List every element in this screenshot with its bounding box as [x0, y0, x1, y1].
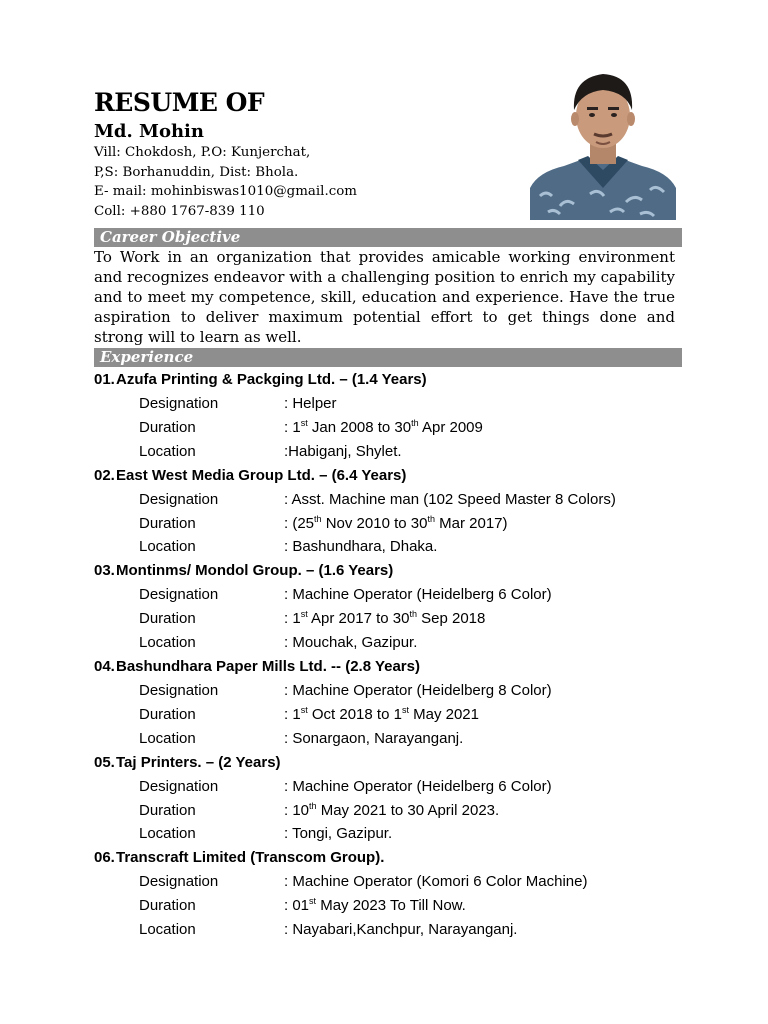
job-company: East West Media Group Ltd. – (6.4 Years) [116, 466, 407, 484]
duration-part: May 2023 To Till Now. [316, 897, 466, 915]
job-designation-value [284, 775, 552, 799]
job-duration-value [284, 512, 508, 536]
job-duration-label: Duration [139, 705, 196, 723]
duration-part: Oct 2018 to 1 [307, 705, 402, 723]
job-location-row [94, 535, 694, 559]
job-title [94, 368, 694, 392]
job-location-row [94, 822, 694, 846]
job-title [94, 846, 694, 870]
duration-suffix: st [309, 896, 317, 907]
duration-part: May 2021 to 30 April 2023. [316, 801, 500, 819]
duration-part: May 2021 [408, 705, 479, 723]
job-company: Azufa Printing & Packging Ltd. – (1.4 Years) [116, 371, 427, 388]
job-designation-value [284, 392, 337, 416]
job-location-label: Location [139, 442, 196, 460]
duration-part: : 1 [284, 705, 301, 723]
job-title [94, 655, 694, 679]
job-number: 03. [94, 562, 115, 580]
duration-suffix: th [427, 513, 435, 524]
email-line: E- mail: mohinbiswas1010@gmail.com [94, 184, 357, 199]
job-duration-row [94, 607, 694, 631]
job-number: 04. [94, 658, 115, 676]
designation-text: : Machine Operator (Komori 6 Color Machine) [284, 873, 588, 891]
job-location-value [284, 727, 463, 751]
duration-suffix: th [409, 609, 417, 620]
job-designation-row [94, 392, 694, 416]
job-duration-value [284, 703, 479, 727]
duration-part: : 1 [284, 418, 301, 436]
duration-part: Mar 2017) [434, 514, 508, 532]
designation-text: : Helper [284, 395, 337, 412]
profile-photo [530, 66, 676, 220]
person-name: Md. Mohin [94, 121, 204, 142]
phone-line: Coll: +880 1767-839 110 [94, 203, 265, 219]
job-designation-row [94, 775, 694, 799]
job-location-row [94, 440, 694, 464]
duration-part: Sep 2018 [416, 610, 486, 628]
location-text: : Bashundhara, Dhaka. [284, 538, 438, 556]
job-location-row [94, 727, 694, 751]
location-text: : Nayabari,Kanchpur, Narayanganj. [284, 921, 518, 939]
job-location-value [284, 535, 437, 559]
job-location-value [284, 631, 417, 655]
job-location-label: Location [139, 538, 196, 556]
job-duration-row [94, 703, 694, 727]
job-company: Bashundhara Paper Mills Ltd. -- (2.8 Years) [116, 658, 420, 676]
job-location-label: Location [139, 729, 196, 747]
job-designation-value [284, 870, 587, 894]
job-duration-value [284, 894, 466, 918]
career-objective-text: To Work in an organization that provides amicable working environment and recognizes endeavor with a challenging position to enrich my capability and to meet my competence, skill, education and experience. Have the true aspiration to deliver maximum potential effort to get things done and strong will to learn as well. [94, 248, 675, 346]
duration-suffix: th [411, 417, 419, 428]
job-designation-value [284, 679, 552, 703]
duration-suffix: st [300, 704, 308, 715]
location-text: : Tongi, Gazipur. [284, 825, 393, 843]
job-company: Taj Printers. – (2 Years) [116, 753, 281, 771]
job-duration-value [284, 607, 485, 631]
duration-part: Nov 2010 to 30 [321, 514, 428, 532]
job-number: 06. [94, 849, 115, 867]
job-location-row [94, 918, 694, 942]
job-location-label: Location [139, 634, 196, 652]
duration-part: : 01 [284, 897, 310, 915]
duration-part: Apr 2017 to 30 [307, 610, 410, 628]
designation-text: : Asst. Machine man (102 Speed Master 8 Colors) [284, 490, 616, 508]
designation-text: : Machine Operator (Heidelberg 6 Color) [284, 586, 552, 604]
job-designation-row [94, 679, 694, 703]
job-location-label: Location [139, 825, 196, 843]
job-duration-value [284, 416, 483, 440]
duration-part: Apr 2009 [418, 418, 483, 436]
job-duration-label: Duration [139, 897, 196, 915]
duration-part: : 10 [284, 801, 310, 819]
career-objective-heading: Career Objective [94, 228, 682, 247]
duration-part: : 1 [284, 610, 301, 628]
duration-part: Jan 2008 to 30 [307, 418, 412, 436]
job-number: 02. [94, 466, 115, 484]
location-text: :Habiganj, Shylet. [284, 442, 402, 460]
designation-text: : Machine Operator (Heidelberg 8 Color) [284, 682, 552, 700]
location-text: : Mouchak, Gazipur. [284, 634, 418, 652]
duration-suffix: st [300, 609, 308, 620]
job-designation-value [284, 488, 616, 512]
resume-title: RESUME OF [94, 88, 265, 117]
job-duration-row [94, 416, 694, 440]
duration-suffix: th [314, 513, 322, 524]
job-designation-label: Designation [139, 586, 219, 604]
job-designation-label: Designation [139, 682, 219, 700]
duration-suffix: th [309, 800, 317, 811]
job-duration-label: Duration [139, 418, 196, 436]
address-line-1: Vill: Chokdosh, P.O: Kunjerchat, [94, 145, 311, 160]
job-designation-row [94, 583, 694, 607]
job-title [94, 559, 694, 583]
job-company: Montinms/ Mondol Group. – (1.6 Years) [116, 562, 394, 580]
job-location-value [284, 440, 402, 464]
job-designation-label: Designation [139, 873, 219, 891]
job-designation-label: Designation [139, 490, 219, 508]
job-designation-row [94, 870, 694, 894]
job-number: 01. [94, 371, 115, 388]
job-location-row [94, 631, 694, 655]
job-designation-label: Designation [139, 777, 219, 795]
job-title [94, 464, 694, 488]
job-designation-label: Designation [139, 395, 219, 412]
duration-suffix: st [401, 704, 409, 715]
job-designation-row [94, 488, 694, 512]
job-location-label: Location [139, 921, 196, 939]
job-location-value [284, 918, 517, 942]
job-duration-label: Duration [139, 514, 196, 532]
job-location-value [284, 822, 392, 846]
address-line-2: P,S: Borhanuddin, Dist: Bhola. [94, 164, 299, 180]
job-duration-label: Duration [139, 610, 196, 628]
job-duration-row [94, 512, 694, 536]
experience-list [94, 368, 694, 942]
duration-part: : (25 [284, 514, 315, 532]
job-duration-row [94, 894, 694, 918]
job-duration-value [284, 799, 499, 823]
location-text: : Sonargaon, Narayanganj. [284, 729, 464, 747]
job-designation-value [284, 583, 552, 607]
designation-text: : Machine Operator (Heidelberg 6 Color) [284, 777, 552, 795]
job-duration-label: Duration [139, 801, 196, 819]
contact-info [94, 143, 357, 221]
duration-suffix: st [300, 417, 308, 428]
job-duration-row [94, 799, 694, 823]
experience-heading: Experience [94, 348, 682, 367]
job-number: 05. [94, 753, 115, 771]
job-company: Transcraft Limited (Transcom Group). [116, 849, 385, 867]
job-title [94, 751, 694, 775]
